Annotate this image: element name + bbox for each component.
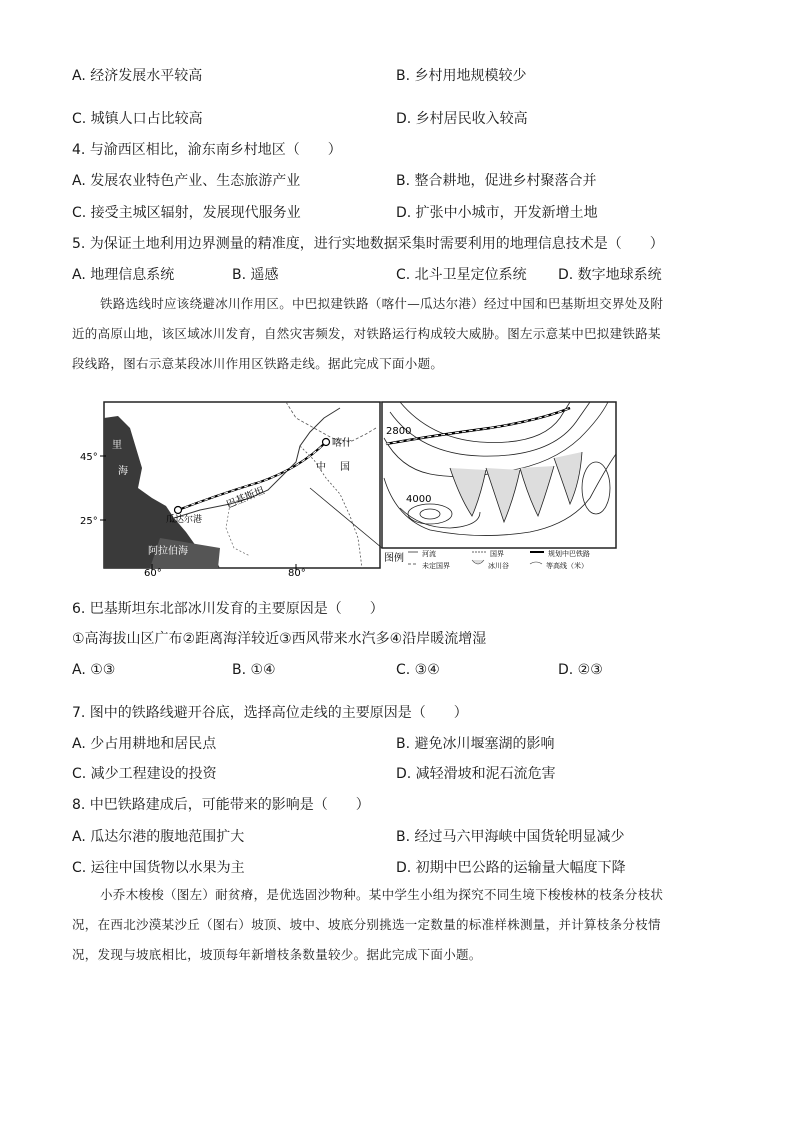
left-location-map [80, 402, 380, 579]
passage-saxaul-line1: 小乔木梭梭（图左）耐贫瘠，是优选固沙物种。某中学生小组为探究不同生境下梭梭林的枝条分枝状 [100, 887, 664, 902]
q7-option-d: D. 减轻滑坡和泥石流危害 [396, 766, 556, 782]
contour-4000-label: 4000 [406, 494, 432, 505]
passage-saxaul [72, 880, 722, 970]
q7-option-a: A. 少占用耕地和居民点 [72, 736, 217, 752]
q4-option-d: D. 扩张中小城市，开发新增土地 [396, 205, 598, 221]
legend-title: 图例 [384, 553, 404, 564]
q4-option-a: A. 发展农业特色产业、生态旅游产业 [72, 173, 301, 189]
china-label-1: 中 [316, 462, 326, 473]
q3-option-d: D. 乡村居民收入较高 [396, 111, 528, 127]
pakistan-label: 巴基斯坦 [225, 485, 267, 511]
china-label-2: 国 [340, 462, 350, 473]
lat-25-label: 25° [80, 516, 98, 527]
arabian-sea-label: 阿拉伯海 [148, 546, 188, 557]
q6-stem: 6. 巴基斯坦东北部冰川发育的主要原因是（ ） [72, 601, 384, 617]
legend-rail: 规划中巴铁路 [548, 550, 590, 558]
lat-45-label: 45° [80, 452, 98, 463]
q3-option-b: B. 乡村用地规模较少 [396, 68, 527, 84]
caspian-label-2: 海 [118, 466, 128, 477]
q4-stem: 4. 与渝西区相比，渝东南乡村地区（ ） [72, 142, 342, 158]
q8-option-d: D. 初期中巴公路的运输量大幅度下降 [396, 860, 626, 876]
q5-option-a: A. 地理信息系统 [72, 267, 175, 283]
q6-items: ①高海拔山区广布②距离海洋较近③西风带来水汽多④沿岸暖流增湿 [72, 631, 487, 647]
legend-undefined-border: 未定国界 [422, 562, 450, 570]
legend-border: 国界 [490, 550, 504, 558]
kashi-label: 喀什 [332, 438, 352, 449]
railway-figure [80, 398, 620, 579]
q3-option-c: C. 城镇人口占比较高 [72, 111, 203, 127]
legend-river: 河流 [422, 550, 436, 558]
q3-option-a: A. 经济发展水平较高 [72, 68, 203, 84]
right-glacier-map [382, 402, 616, 548]
lon-60-label: 60° [144, 568, 162, 579]
q6-option-a: A. ①③ [72, 662, 116, 678]
caspian-label-1: 里 [112, 440, 122, 451]
q5-stem: 5. 为保证土地利用边界测量的精准度，进行实地数据采集时需要利用的地理信息技术是（ ） [72, 236, 664, 252]
q5-option-b: B. 遥感 [232, 267, 279, 283]
q6-option-c: C. ③④ [396, 662, 440, 678]
q4-option-b: B. 整合耕地，促进乡村聚落合并 [396, 173, 597, 189]
q8-option-a: A. 瓜达尔港的腹地范围扩大 [72, 829, 245, 845]
figure-legend [384, 549, 590, 570]
passage-saxaul-line3: 况，发现与坡底相比，坡顶每年新增枝条数量较少。据此完成下面小题。 [72, 947, 482, 962]
q6-option-b: B. ①④ [232, 662, 276, 678]
passage-railway-line2: 近的高原山地，该区域冰川发育，自然灾害频发，对铁路运行构成较大威胁。图左示意某中巴拟建铁路某 [72, 326, 661, 341]
gwadar-label: 瓜达尔港 [166, 515, 203, 525]
kashi-marker [323, 439, 330, 446]
q7-option-c: C. 减少工程建设的投资 [72, 766, 217, 782]
gwadar-marker [175, 507, 182, 514]
passage-railway-line1: 铁路选线时应该绕避冰川作用区。中巴拟建铁路（喀什—瓜达尔港）经过中国和巴基斯坦交界处及附 [100, 296, 664, 311]
q6-option-d: D. ②③ [558, 662, 603, 678]
q5-option-c: C. 北斗卫星定位系统 [396, 267, 527, 283]
lon-80-label: 80° [288, 568, 306, 579]
legend-contour: 等高线（米） [546, 562, 588, 570]
q5-option-d: D. 数字地球系统 [558, 267, 662, 283]
passage-railway [72, 289, 722, 379]
q8-option-b: B. 经过马六甲海峡中国货轮明显减少 [396, 829, 625, 845]
passage-saxaul-line2: 况，在西北沙漠某沙丘（图右）坡顶、坡中、坡底分别挑选一定数量的标准样株测量，并计算枝条分枝情 [72, 917, 661, 932]
q7-stem: 7. 图中的铁路线避开谷底，选择高位走线的主要原因是（ ） [72, 705, 468, 721]
contour-2800-label: 2800 [386, 426, 412, 437]
q8-stem: 8. 中巴铁路建成后，可能带来的影响是（ ） [72, 797, 370, 813]
q8-option-c: C. 运往中国货物以水果为主 [72, 860, 245, 876]
legend-glacier: 冰川谷 [488, 562, 509, 570]
passage-railway-line3: 段线路，图右示意某段冰川作用区铁路走线。据此完成下面小题。 [72, 356, 444, 371]
q4-option-c: C. 接受主城区辐射，发展现代服务业 [72, 205, 301, 221]
q7-option-b: B. 避免冰川堰塞湖的影响 [396, 736, 555, 752]
